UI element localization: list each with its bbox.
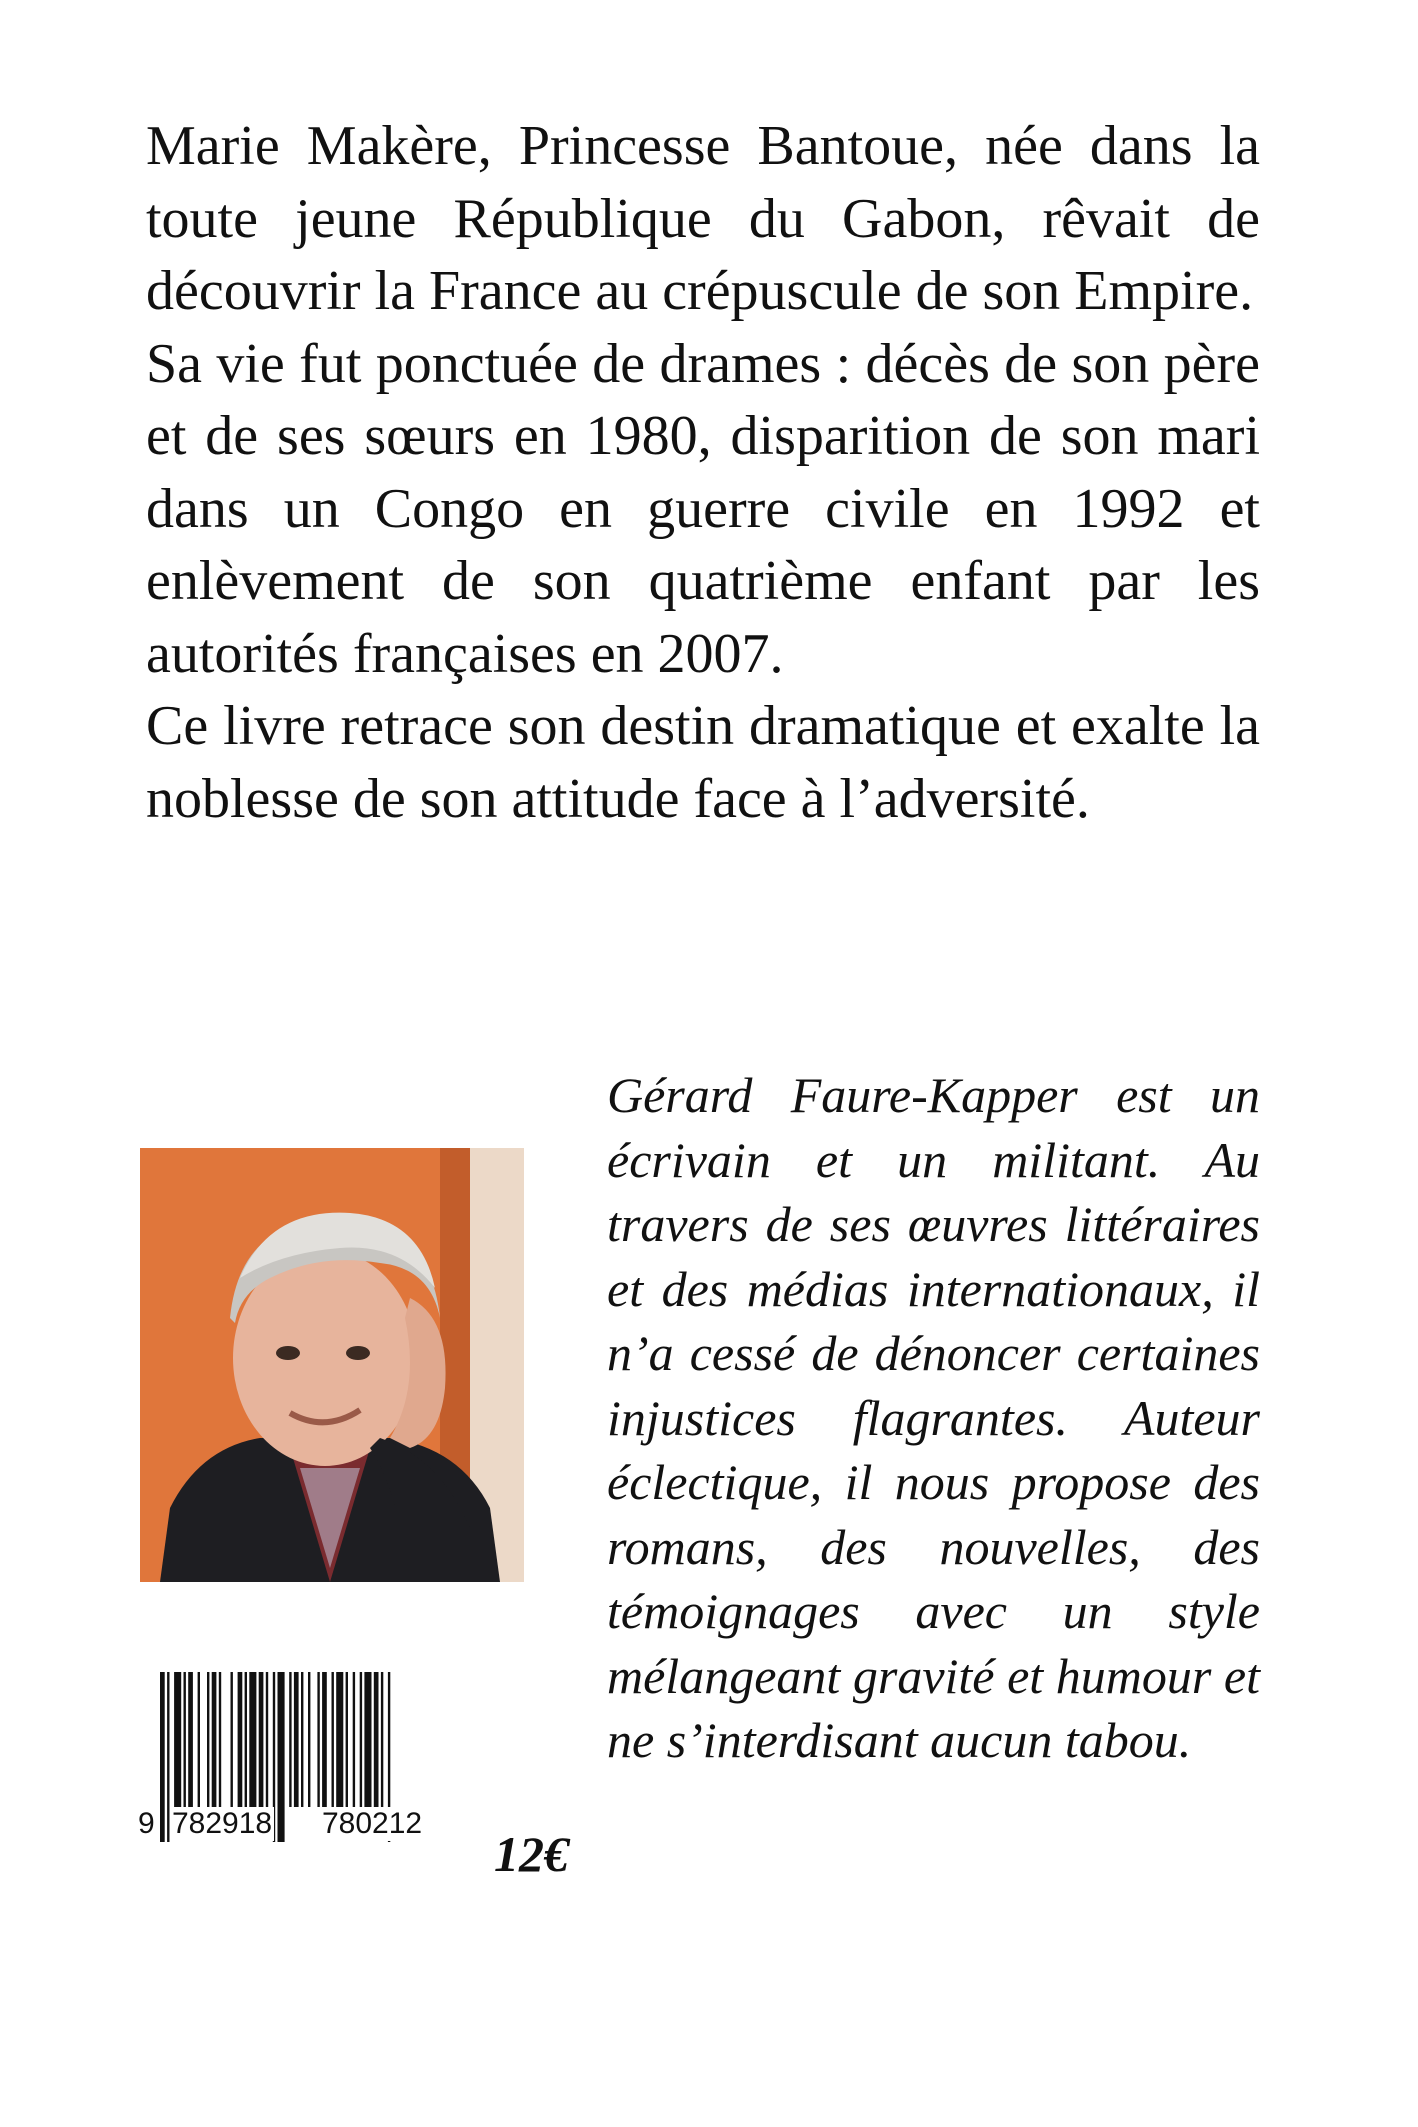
barcode-left-group: 782918 <box>172 1807 273 1840</box>
author-portrait-icon <box>140 1148 524 1582</box>
synopsis-paragraph-2: Sa vie fut ponctuée de drames : décès de son père et de ses sœurs en 1980, disparition de son mari dans un Congo en guerre civile en 1992 et enlèvement de son quatrième enfant par les autorités françaises en 2007. <box>146 332 1260 685</box>
synopsis-paragraph-3: Ce livre retrace son destin dramatique et exalte la noblesse de son attitude face à l’adversité. <box>146 695 1260 830</box>
barcode-right-group: 780212 <box>322 1807 423 1840</box>
author-bio <box>607 1063 1260 1773</box>
author-bio-text: Gérard Faure-Kapper est un écrivain et un militant. Au travers de ses œuvres littéraires et des médias internationaux, il n’a cessé de dénoncer certaines injustices flagrantes. Auteur éclectique, il nous propose des romans, des nouvelles, des témoignages avec un style mélangeant gravité et humour et ne s’interdisant aucun tabou. <box>607 1067 1260 1768</box>
isbn-barcode <box>140 1662 480 1857</box>
barcode-prefix-digit: 9 <box>138 1807 155 1840</box>
synopsis-paragraph-1: Marie Makère, Princesse Bantoue, née dans la toute jeune République du Gabon, rêvait de découvrir la France au crépuscule de son Empire. <box>146 115 1260 322</box>
barcode-digits <box>140 1807 480 1847</box>
synopsis <box>146 110 1260 835</box>
price-label: 12€ <box>494 1826 569 1882</box>
author-photo <box>140 1148 524 1582</box>
